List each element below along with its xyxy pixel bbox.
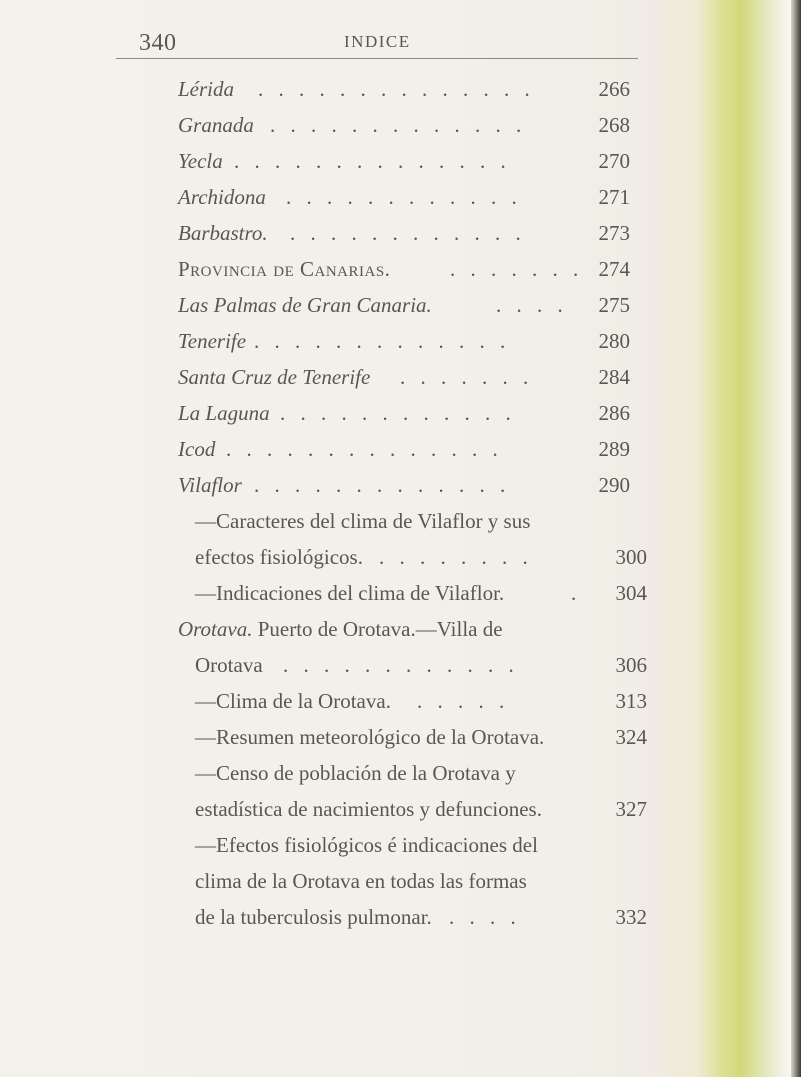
toc-entry bbox=[195, 684, 647, 718]
toc-entry-title: —Censo de población de la Orotava y bbox=[195, 761, 516, 785]
running-head: INDICE bbox=[344, 32, 411, 51]
toc-entry-leader: . . . . . . . . . . . . . bbox=[254, 473, 511, 497]
toc-entry-page: 306 bbox=[615, 653, 647, 677]
toc-entry-page: 268 bbox=[598, 113, 630, 137]
toc-entry-title: —Indicaciones del clima de Vilaflor. bbox=[195, 581, 505, 605]
toc-entry-leader: . . . . . . . . . . . . bbox=[280, 401, 516, 425]
toc-entry-leader: . . . . . . . . . . . . bbox=[286, 185, 522, 209]
toc-entry-title: estadística de nacimientos y defunciones. bbox=[195, 797, 542, 821]
toc-entry-title: Vilaflor bbox=[178, 473, 242, 497]
toc-entry bbox=[178, 108, 630, 142]
toc-entry-page: 266 bbox=[598, 77, 630, 101]
toc-entry-title: Tenerife bbox=[178, 329, 247, 353]
toc-entry bbox=[195, 756, 647, 790]
toc-entry-title: clima de la Orotava en todas las formas bbox=[195, 869, 527, 893]
toc-entry-leader: . . . . . . . bbox=[450, 257, 584, 281]
toc-entry-leader: . bbox=[571, 581, 582, 605]
toc-entry-leader: . . . . . . . . . . . . bbox=[283, 653, 519, 677]
toc-entry bbox=[195, 504, 647, 538]
toc-entry-page: 275 bbox=[598, 293, 630, 317]
toc-entry-page: 286 bbox=[598, 401, 630, 425]
toc-entry bbox=[195, 792, 647, 826]
toc-entry-title: Icod bbox=[178, 437, 216, 461]
toc-entry-leader: . . . . . . . . . . . . . bbox=[270, 113, 527, 137]
toc-entry-leader: . . . . . . . . . . . . . . bbox=[258, 77, 535, 101]
toc-entry-leader: . . . . bbox=[496, 293, 568, 317]
toc-entry-title: —Resumen meteorológico de la Orotava. bbox=[195, 725, 545, 749]
toc-entry-page: 284 bbox=[598, 365, 630, 389]
toc-entry-page: 300 bbox=[615, 545, 647, 569]
toc-entry-leader: . . . . . . . bbox=[400, 365, 534, 389]
toc-entry-page: 324 bbox=[615, 725, 647, 749]
toc-entry-page: 280 bbox=[598, 329, 630, 353]
toc-entry bbox=[195, 720, 647, 754]
toc-entry bbox=[195, 648, 647, 682]
toc-entry-leader: . . . . . . . . . . . . bbox=[290, 221, 526, 245]
toc-entry-page: 332 bbox=[615, 905, 647, 929]
toc-entry-title: La Laguna bbox=[178, 401, 270, 425]
toc-entry-title: Archidona bbox=[178, 185, 266, 209]
toc-entry-title: —Efectos fisiológicos é indicaciones del bbox=[195, 833, 538, 857]
toc-entry bbox=[195, 864, 647, 898]
toc-entry-page: 273 bbox=[598, 221, 630, 245]
toc-entry-title: Orotava bbox=[195, 653, 263, 677]
page-edge-dark bbox=[791, 0, 801, 1077]
toc-entry-title: Yecla bbox=[178, 149, 223, 173]
toc-entry-title: Provincia de Canarias. bbox=[178, 257, 391, 281]
toc-entry-title: —Clima de la Orotava. bbox=[195, 689, 391, 713]
toc-entry-title: efectos fisiológicos. bbox=[195, 545, 363, 569]
toc-entry-title: de la tuberculosis pulmonar. bbox=[195, 905, 432, 929]
toc-entry-page: 327 bbox=[615, 797, 647, 821]
toc-entry-title: Barbastro. bbox=[178, 221, 268, 245]
toc-entry-leader: . . . . . . . . . . . . . . bbox=[234, 149, 511, 173]
toc-entry bbox=[178, 396, 630, 430]
toc-entry-leader: . . . . . bbox=[417, 689, 510, 713]
toc-entry bbox=[178, 432, 630, 466]
toc-entry-leader: . . . . . . . . . . . . . bbox=[254, 329, 511, 353]
toc-entry-title: —Caracteres del clima de Vilaflor y sus bbox=[195, 509, 531, 533]
toc-entry-page: 290 bbox=[598, 473, 630, 497]
toc-entry bbox=[178, 72, 630, 106]
page-number: 340 bbox=[139, 30, 177, 56]
toc-entry-page: 270 bbox=[598, 149, 630, 173]
toc-entry bbox=[178, 612, 630, 646]
toc-entry-page: 304 bbox=[615, 581, 647, 605]
toc-entry-page: 271 bbox=[598, 185, 630, 209]
header-rule bbox=[116, 58, 638, 59]
toc-entry bbox=[178, 180, 630, 214]
page-header bbox=[139, 27, 659, 57]
toc-entry bbox=[178, 252, 630, 286]
toc-entry bbox=[178, 468, 630, 502]
toc-entry-leader: . . . . . . . . . . . . . . bbox=[226, 437, 503, 461]
toc-entry bbox=[178, 324, 630, 358]
toc-entry-page: 313 bbox=[615, 689, 647, 713]
toc-entry bbox=[178, 216, 630, 250]
toc-entry-title bbox=[178, 612, 503, 646]
toc-entry bbox=[178, 288, 630, 322]
toc-entry bbox=[195, 540, 647, 574]
toc-entry-title: Lérida bbox=[178, 77, 235, 101]
toc-entry bbox=[178, 144, 630, 178]
toc-entry bbox=[195, 900, 647, 934]
toc-entry bbox=[178, 360, 630, 394]
toc-entry-title-italic: Orotava. bbox=[178, 617, 253, 641]
toc-entry-title-roman: Puerto de Orotava.—Villa de bbox=[252, 617, 503, 641]
toc-entry bbox=[195, 576, 647, 610]
toc-entry-leader: . . . . bbox=[449, 905, 521, 929]
toc-entry-page: 274 bbox=[598, 257, 630, 281]
toc-entry-title: Santa Cruz de Tenerife bbox=[178, 365, 371, 389]
toc-entry-leader: . . . . . . . . bbox=[379, 545, 533, 569]
toc-entry-title: Las Palmas de Gran Canaria. bbox=[178, 293, 432, 317]
toc-entry-title: Granada bbox=[178, 113, 254, 137]
toc-entry bbox=[195, 828, 647, 862]
toc-entry-page: 289 bbox=[598, 437, 630, 461]
